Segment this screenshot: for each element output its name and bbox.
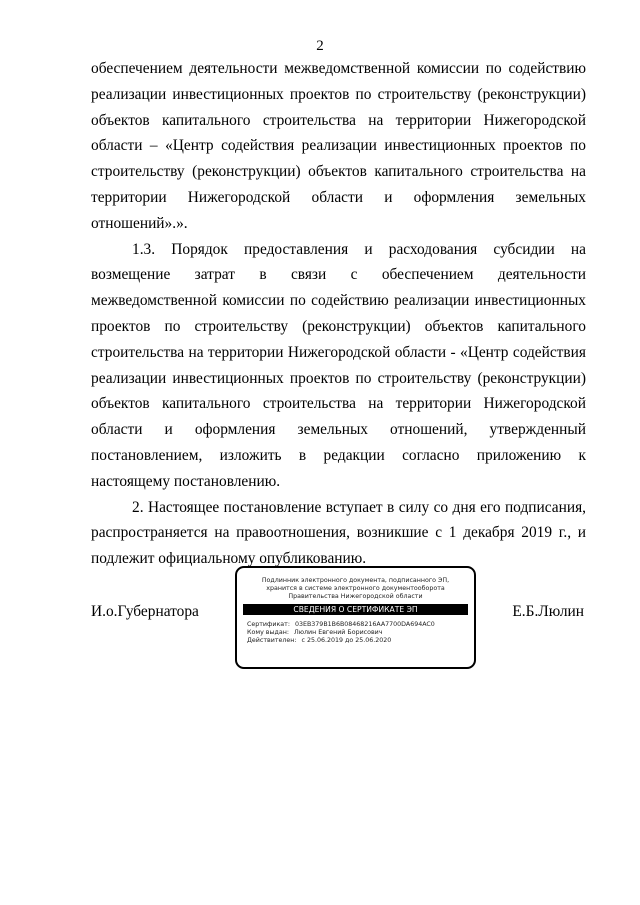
issued-to-label: Кому выдан:: [247, 629, 289, 636]
issued-to-row: [247, 629, 474, 637]
validity-value: с 25.06.2019 до 25.06.2020: [301, 637, 392, 644]
issued-to-value: Люлин Евгений Борисович: [293, 629, 383, 636]
stamp-header-line: хранится в системе электронного документооборота: [266, 585, 445, 592]
signer-title: И.о.Губернатора: [91, 603, 199, 620]
electronic-signature-stamp: [235, 566, 476, 669]
certificate-value: 03EB379B1B6B08468216AA7700DA694AC0: [294, 621, 435, 628]
document-body: [91, 56, 586, 572]
page-number: 2: [316, 38, 324, 54]
validity-label: Действителен:: [247, 637, 297, 644]
stamp-banner: СВЕДЕНИЯ О СЕРТИФИКАТЕ ЭП: [243, 604, 468, 615]
stamp-header-line: Подлинник электронного документа, подписанного ЭП,: [261, 577, 450, 584]
signer-name: Е.Б.Люлин: [512, 603, 584, 620]
stamp-header-line: Правительства Нижегородской области: [288, 593, 423, 600]
paragraph-continuation: обеспечением деятельности межведомственной комиссии по содействию реализации инвестиционных проектов по строительству (реконструкции) объектов капитального строительства на территории Нижегородской области – «Центр содействия реализации инвестиционных проектов по строительству (реконструкции) объектов капитального строительства на территории Нижегородской области и оформления земельных отношений».».: [91, 60, 586, 232]
certificate-label: Сертификат:: [247, 621, 290, 628]
paragraph-2: 2. Настоящее постановление вступает в силу со дня его подписания, распространяется на правоотношения, возникшие с 1 декабря 2019 г., и подлежит официальному опубликованию.: [91, 498, 586, 568]
stamp-details: [247, 621, 474, 645]
certificate-row: [247, 621, 474, 629]
validity-row: [247, 637, 474, 645]
stamp-header: [237, 577, 474, 601]
paragraph-1-3: 1.3. Порядок предоставления и расходования субсидии на возмещение затрат в связи с обеспечением деятельности межведомственной комиссии по содействию реализации инвестиционных проектов по строительству (реконструкции) объектов капитального строительства на территории Нижегородской области - «Центр содействия реализации инвестиционных проектов по строительству (реконструкции) объектов капитального строительства на территории Нижегородской области и оформления земельных отношений, утвержденный постановлением, изложить в редакции согласно приложению к настоящему постановлению.: [91, 240, 586, 490]
